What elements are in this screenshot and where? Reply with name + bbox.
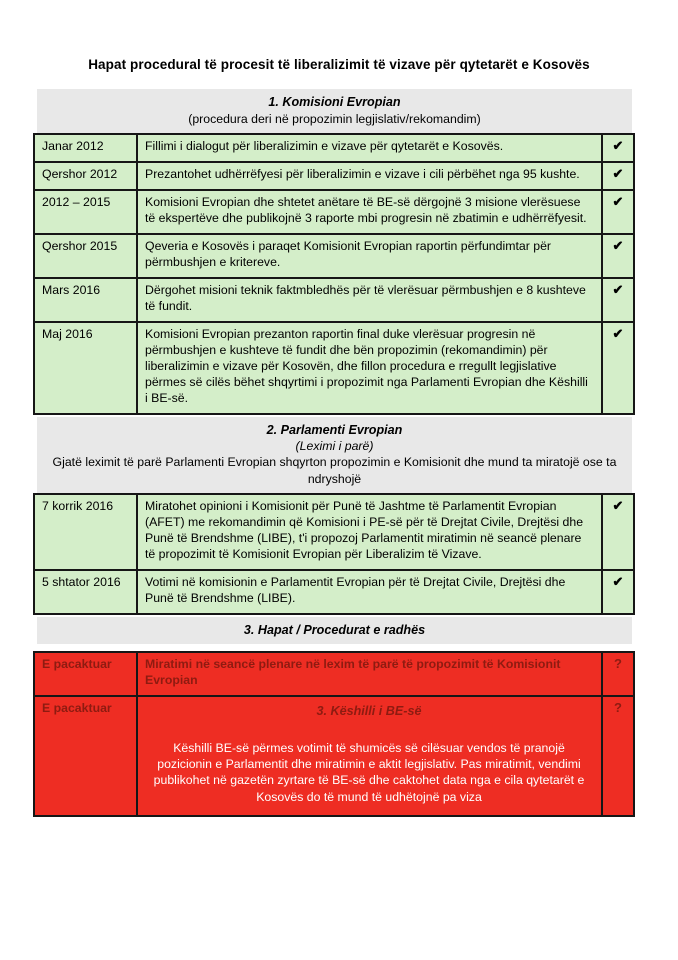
checkmark-icon: ✔ [602,494,634,570]
table-row [34,278,634,322]
table-row [34,134,634,162]
step-text-cell: Miratimi në seancë plenare në lexim të parë të propozimit të Komisionit Evropian [137,652,602,696]
section2-description: Gjatë leximit të parë Parlamenti Evropian shqyrton propozimin e Komisionit dhe mund ta miratojë ose ta ndryshojë [52,455,617,486]
step-text-cell: Fillimi i dialogut për liberalizimin e vizave për qytetarët e Kosovës. [137,134,602,162]
date-cell: Qershor 2012 [34,162,137,190]
table-row [34,570,634,614]
date-cell: 7 korrik 2016 [34,494,137,570]
date-cell: 2012 – 2015 [34,190,137,234]
checkmark-icon: ✔ [602,234,634,278]
step-text-cell: Komisioni Evropian dhe shtetet anëtare të BE-së dërgojnë 3 misione vlerësuese të ekspertëve dhe publikojnë 3 raporte mbi progresin në zbatimin e udhërrëfyesit. [137,190,602,234]
section2-table-body [34,494,634,614]
date-cell: E pacaktuar [34,696,137,816]
section2-header-band [37,417,632,493]
table-row [34,162,634,190]
checkmark-icon: ✔ [602,134,634,162]
table-row [34,234,634,278]
step-text-cell: Komisioni Evropian prezanton raportin final duke vlerësuar progresin në përmbushjen e kushteve të fundit dhe bën propozimin (rekomandimin) për liberalizimin e vizave për Kosovën, dhe fillon procedura e rregullt legjislative përmes së cilës bëhet shqyrtimi i propozimit nga Parlamenti Evropian dhe Këshilli i BE-së. [137,322,602,414]
section1-heading: 1. Komisioni Evropian [268,95,401,109]
section1-table-body [34,134,634,414]
section1-header-band [37,89,632,133]
date-cell: E pacaktuar [34,652,137,696]
section2-heading: 2. Parlamenti Evropian [266,422,403,437]
checkmark-icon: ✔ [602,162,634,190]
date-cell: Qershor 2015 [34,234,137,278]
table-row [34,652,634,696]
checkmark-icon: ✔ [602,322,634,414]
next-steps-table-body [34,652,634,816]
date-cell: Mars 2016 [34,278,137,322]
question-mark-icon: ? [602,652,634,696]
step-text-cell: Prezantohet udhërrëfyesi për liberalizimin e vizave i cili përbëhet nga 95 kushte. [137,162,602,190]
council-text: Këshilli BE-së përmes votimit të shumicës së cilësuar vendos të pranojë pozicionin e Parlamentit dhe miratimin e aktit legjislativ. Pas miratimit, vendimi publikohet në gazetën zyrtare të BE-së dhe caktohet data nga e cila qytetarët e Kosovës do të mund të udhëtojnë pa viza [153,740,585,804]
checkmark-icon: ✔ [602,190,634,234]
step-text-cell: Miratohet opinioni i Komisionit për Punë të Jashtme të Parlamentit Evropian (AFET) me rekomandimin që Komisioni i PE-së për të Drejtat Civile, Drejtësi dhe Punë të Brendshme (LIBE), t'i propozoj Parlamentit miratimin në seancë plenare të propozimit të Komisionit Evropian për Liberalizim të Vizave. [137,494,602,570]
council-heading: 3. Këshilli i BE-së [316,704,422,719]
next-steps-table [33,651,635,817]
checkmark-icon: ✔ [602,278,634,322]
section1-subheading: (procedura deri në propozimin legjislativ/rekomandim) [188,111,481,126]
question-mark-icon: ? [602,696,634,816]
document-content [33,89,633,817]
page-title: Hapat procedural të procesit të liberalizimit të vizave për qytetarët e Kosovës [88,57,590,72]
section1-table [33,133,635,415]
checkmark-icon: ✔ [602,570,634,614]
date-cell: 5 shtator 2016 [34,570,137,614]
table-row [34,190,634,234]
section3-heading: 3. Hapat / Procedurat e radhës [243,622,426,637]
date-cell: Janar 2012 [34,134,137,162]
council-cell [137,696,602,816]
table-row [34,322,634,414]
step-text-cell: Qeveria e Kosovës i paraqet Komisionit Evropian raportin përfundimtar për përmbushjen e kritereve. [137,234,602,278]
step-text-cell: Dërgohet misioni teknik faktmbledhës për të vlerësuar përmbushjen e 8 kushteve të fundit. [137,278,602,322]
step-text-cell: Votimi në komisionin e Parlamentit Evropian për të Drejtat Civile, Drejtësi dhe Punë të Brendshme (LIBE). [137,570,602,614]
section2-subheading: (Leximi i parë) [295,439,374,454]
section2-table [33,493,635,615]
section3-header-band [37,617,632,645]
date-cell: Maj 2016 [34,322,137,414]
table-row [34,696,634,816]
table-row [34,494,634,570]
